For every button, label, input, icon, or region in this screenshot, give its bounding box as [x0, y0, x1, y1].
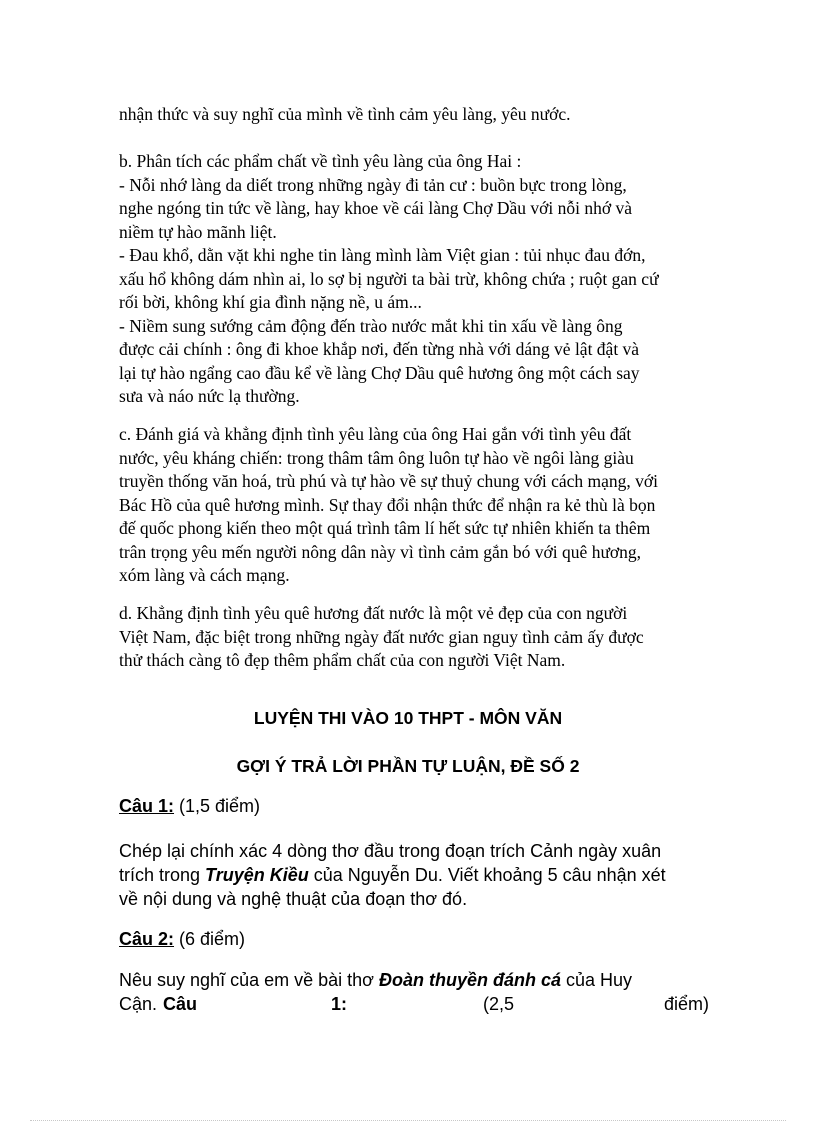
- question-2-label: Câu 2:: [119, 929, 175, 949]
- text-line: thử thách càng tô đẹp thêm phẩm chất của con người Việt Nam.: [119, 650, 566, 670]
- text-line: lại tự hào ngẩng cao đầu kể về làng Chợ Dầu quê hương ông một cách say: [119, 362, 640, 383]
- question-2-header: [119, 927, 709, 951]
- question-2-points: (6 điểm): [174, 929, 246, 949]
- text-line: [119, 968, 709, 992]
- text-run: Nêu suy nghĩ của em về bài thơ: [119, 970, 379, 990]
- text-line: đế quốc phong kiến theo một quá trình tâm lí hết sức tự nhiên khiến ta thêm: [119, 518, 651, 538]
- exam-subtitle: GỢI Ý TRẢ LỜI PHẦN TỰ LUẬN, ĐỀ SỐ 2: [236, 756, 580, 776]
- question-1-header: [119, 794, 709, 818]
- text-line: sưa và náo nức lạ thường.: [119, 386, 300, 406]
- text-line: xóm làng và cách mạng.: [119, 565, 290, 585]
- text-line: - Niềm sung sướng cảm động đến trào nước mắt khi tin xấu về làng ông: [119, 315, 623, 336]
- text-line: niềm tự hào mãnh liệt.: [119, 221, 277, 242]
- text-line: nhận thức và suy nghĩ của mình về tình cảm yêu làng, yêu nước.: [119, 104, 571, 124]
- text-line: [119, 863, 709, 887]
- text-line: [119, 992, 709, 1016]
- question-1-points: (1,5 điểm): [174, 796, 261, 816]
- exam-title: LUYỆN THI VÀO 10 THPT - MÔN VĂN: [253, 708, 563, 728]
- text-line: - Nỗi nhớ làng da diết trong những ngày đi tản cư : buồn bực trong lòng,: [119, 174, 627, 195]
- label-number: 1:: [330, 994, 347, 1014]
- text-line: Bác Hồ của quê hương mình. Sự thay đổi nhận thức để nhận ra kẻ thù là bọn: [119, 494, 656, 515]
- text-line: Chép lại chính xác 4 dòng thơ đầu trong đoạn trích Cảnh ngày xuân: [119, 841, 662, 861]
- text-line: nghe ngóng tin tức về làng, hay khoe về cái làng Chợ Dầu với nỗi nhớ và: [119, 198, 633, 218]
- work-title: Đoàn thuyền đánh cá: [378, 970, 561, 990]
- text-run: của Nguyễn Du. Viết khoảng 5 câu nhận xét: [308, 865, 666, 885]
- text-line: c. Đánh giá và khẳng định tình yêu làng của ông Hai gắn với tình yêu đất: [119, 424, 632, 444]
- text-run: trích trong: [119, 865, 206, 885]
- page-break-line: [30, 1120, 786, 1121]
- text-line: về nội dung và nghệ thuật của đoạn thơ đó.: [119, 889, 468, 909]
- label-word: Câu: [163, 994, 198, 1014]
- text-line: nước, yêu kháng chiến: trong thâm tâm ông luôn tự hào về ngôi làng giàu: [119, 447, 634, 468]
- question-1-label: Câu 1:: [119, 796, 175, 816]
- text-line: truyền thống văn hoá, trù phú và tự hào về sự thuỷ chung với cách mạng, với: [119, 471, 659, 491]
- text-line: trân trọng yêu mến người nông dân này vì tình cảm gắn bó với quê hương,: [119, 541, 642, 562]
- text-run: Cận.: [119, 994, 158, 1014]
- section-b-paragraph: [119, 150, 709, 409]
- text-line: Việt Nam, đặc biệt trong những ngày đất nước gian nguy tình cảm ấy được: [119, 626, 644, 647]
- text-line: xấu hổ không dám nhìn ai, lo sợ bị người ta bài trừ, không chứa ; ruột gan cứ: [119, 268, 659, 289]
- intro-paragraph: [119, 103, 709, 127]
- text-line: - Đau khổ, dằn vặt khi nghe tin làng mình làm Việt gian : tủi nhục đau đớn,: [119, 245, 646, 265]
- section-d-paragraph: [119, 602, 709, 673]
- text-line: d. Khẳng định tình yêu quê hương đất nước là một vẻ đẹp của con người: [119, 603, 628, 623]
- text-run: của Huy: [560, 970, 633, 990]
- work-title: Truyện Kiều: [205, 865, 309, 885]
- question-1-body: [119, 839, 709, 911]
- section-c-paragraph: [119, 423, 709, 588]
- text-line: được cải chính : ông đi khoe khắp nơi, đến từng nhà với dáng vẻ lật đật và: [119, 339, 640, 359]
- question-2-body: [119, 968, 709, 1016]
- text-line: rối bời, không khí gia đình nặng nề, u ám...: [119, 292, 422, 312]
- points-unit: điểm): [663, 994, 709, 1014]
- points-value: (2,5: [483, 994, 515, 1014]
- text-line: b. Phân tích các phẩm chất về tình yêu làng của ông Hai :: [119, 151, 522, 171]
